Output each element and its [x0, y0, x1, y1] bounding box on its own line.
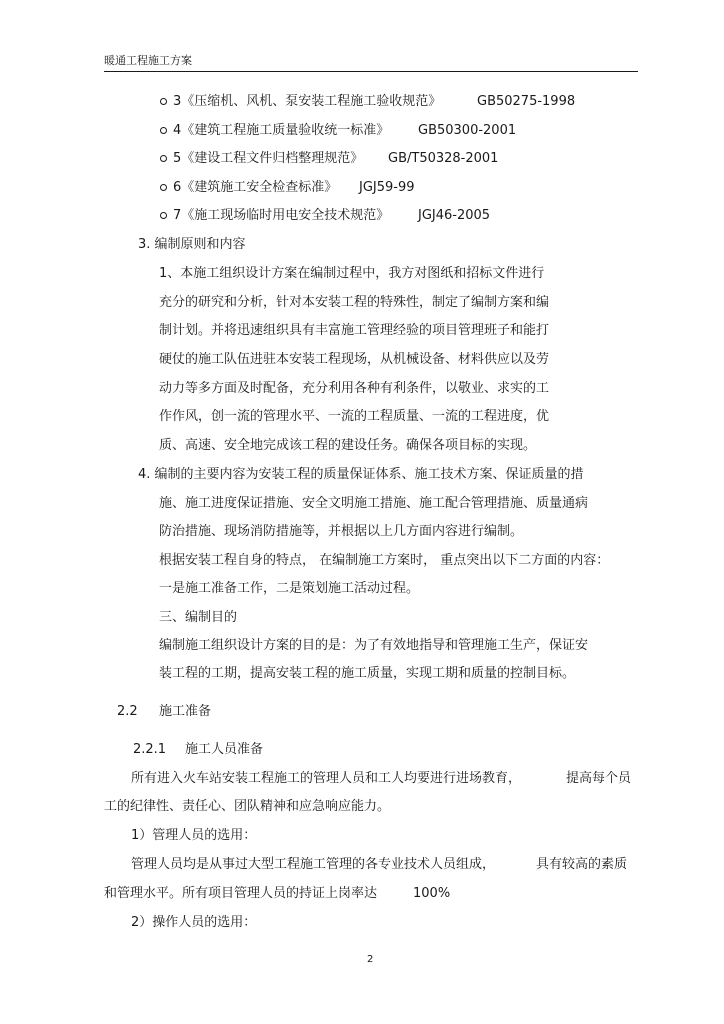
paragraph-line: 硬仗的施工队伍进驻本安装工程现场，从机械设备、材料供应以及劳: [159, 352, 550, 367]
paragraph-line: 所有进入火车站安装工程施工的管理人员和工人均要进行进场教育，: [131, 771, 522, 786]
standard-code: JGJ46-2005: [418, 208, 491, 223]
bullet-icon: [160, 155, 167, 162]
bullet-icon: [160, 212, 167, 219]
standard-code: GB50300-2001: [418, 123, 517, 138]
bullet-icon: [160, 184, 167, 191]
bullet-icon: [160, 127, 167, 134]
paragraph-line: 具有较高的素质: [536, 857, 628, 872]
paragraph-line: 提高每个员: [566, 771, 632, 786]
section-title: 施工人员准备: [185, 742, 264, 757]
section-number: 2.2.1: [133, 742, 167, 757]
standard-item: 3《压缩机、风机、泵安装工程施工验收规范》: [173, 94, 442, 109]
standard-code: GB50275-1998: [477, 94, 576, 109]
paragraph-line: 作作风，创一流的管理水平、一流的工程质量、一流的工程进度，优: [159, 409, 550, 424]
header-title: 暖通工程施工方案: [104, 54, 192, 67]
paragraph-line: 工的纪律性、责任心、团队精神和应急响应能力。: [104, 799, 391, 814]
paragraph-line: 动力等多方面及时配备，充分利用各种有利条件，以敬业、求实的工: [159, 381, 550, 396]
standard-code: GB/T50328-2001: [388, 151, 499, 166]
page-number: 2: [367, 954, 374, 965]
list-item: 1）管理人员的选用：: [131, 828, 257, 843]
paragraph-line: 制计划。并将迅速组织具有丰富施工管理经验的项目管理班子和能打: [159, 323, 550, 338]
standard-item: 6《建筑施工安全检查标准》: [173, 180, 338, 195]
standard-item: 7《施工现场临时用电安全技术规范》: [173, 208, 390, 223]
list-item: 2）操作人员的选用：: [131, 915, 257, 930]
section-number: 2.2: [117, 704, 138, 719]
paragraph-line: 质、高速、安全地完成该工程的建设任务。确保各项目标的实现。: [159, 438, 537, 453]
section-title: 施工准备: [159, 704, 212, 719]
standard-item: 4《建筑工程施工质量验收统一标准》: [173, 123, 390, 138]
paragraph-line: 施、施工进度保证措施、安全文明施工措施、施工配合管理措施、质量通病: [159, 496, 589, 511]
header-divider: [104, 71, 638, 72]
bullet-icon: [160, 98, 167, 105]
standard-item: 5《建设工程文件归档整理规范》: [173, 151, 364, 166]
paragraph-line: 一是施工准备工作，二是策划施工活动过程。: [159, 581, 420, 596]
paragraph-line: 编制施工组织设计方案的目的是：为了有效地指导和管理施工生产，保证安: [159, 638, 589, 653]
paragraph-line: 管理人员均是从事过大型工程施工管理的各专业技术人员组成，: [131, 857, 496, 872]
percentage-value: 100%: [413, 886, 451, 901]
paragraph-line: 1、本施工组织设计方案在编制过程中，我方对图纸和招标文件进行: [159, 266, 545, 281]
paragraph-line: 装工程的工期，提高安装工程的施工质量，实现工期和质量的控制目标。: [159, 666, 576, 681]
paragraph-line: 根据安装工程自身的特点， 在编制施工方案时， 重点突出以下二方面的内容：: [159, 553, 610, 568]
subheading: 三、编制目的: [159, 610, 238, 625]
section-heading: 3. 编制原则和内容: [138, 237, 246, 252]
paragraph-line: 防治措施、现场消防措施等，并根据以上几方面内容进行编制。: [159, 524, 524, 539]
paragraph-line: 和管理水平。所有项目管理人员的持证上岗率达: [104, 886, 378, 901]
standard-code: JGJ59-99: [359, 180, 415, 195]
section-heading: 4. 编制的主要内容为安装工程的质量保证体系、施工技术方案、保证质量的措: [138, 467, 584, 482]
paragraph-line: 充分的研究和分析，针对本安装工程的特殊性，制定了编制方案和编: [159, 295, 550, 310]
